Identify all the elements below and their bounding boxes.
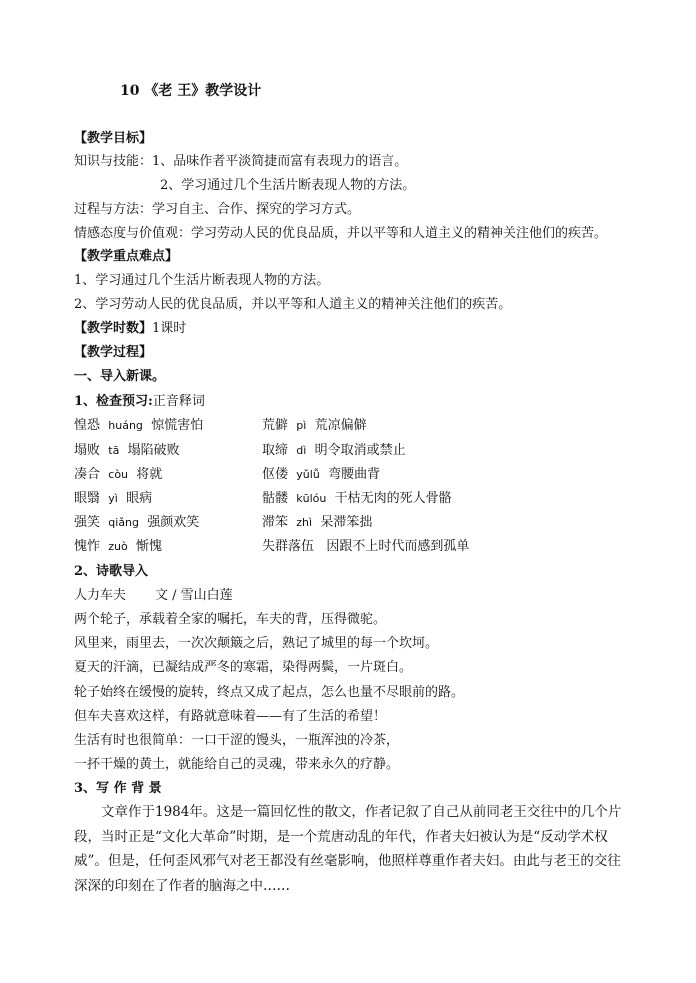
vocab-pinyin: yǔlǚ (296, 468, 320, 481)
vocab-word: 惶恐 (74, 418, 101, 433)
vocab-word: 强笑 (74, 515, 101, 530)
vocab-word: 眼翳 (74, 491, 101, 506)
section-one-heading: 一、导入新课。 (74, 369, 166, 384)
vocab-pinyin: tā (108, 444, 120, 457)
preview-check (74, 393, 205, 411)
lesson-time-heading: 【教学时数】 (74, 321, 153, 336)
lesson-time-value: 1课时 (152, 321, 187, 336)
poem-title: 人力车夫 (74, 588, 127, 603)
poem-line: 生活有时也很简单：一口干涩的馒头，一瓶浑浊的冷茶， (74, 733, 400, 748)
process-heading: 【教学过程】 (74, 345, 153, 360)
poem-line: 轮子始终在缓慢的旋转，终点又成了起点，怎么也量不尽眼前的路。 (74, 685, 465, 700)
vocab-word: 愧怍 (74, 539, 101, 554)
vocab-pinyin: kūlóu (296, 492, 327, 505)
vocab-meaning: 惭愧 (136, 539, 163, 554)
vocab-word: 骷髅 (262, 491, 289, 506)
vocab-word: 荒僻 (262, 418, 289, 433)
vocab-meaning: 强颜欢笑 (147, 515, 200, 530)
poem-line: 风里来，雨里去，一次次颠簸之后，熟记了城里的每一个坎坷。 (74, 636, 439, 651)
poem-line: 一抔干燥的黄土，就能给自己的灵魂，带来永久的疗静。 (74, 757, 400, 772)
poem-line: 但车夫喜欢这样，有路就意味着——有了生活的希望！ (74, 709, 387, 724)
goal-knowledge-2: 2、学习通过几个生活片断表现人物的方法。 (160, 178, 416, 193)
vocab-pinyin: zuò (108, 540, 128, 553)
lesson-time (74, 320, 186, 338)
poem-title-line (74, 587, 233, 605)
page-title: 10 《老 王》教学设计 (120, 83, 262, 99)
vocab-word: 取缔 (262, 443, 289, 458)
goals-heading: 【教学目标】 (74, 131, 153, 146)
vocab-pinyin: zhì (296, 516, 313, 529)
poem-line: 两个轮子，承载着全家的嘱托，车夫的背，压得微驼。 (74, 612, 387, 627)
vocab-word: 伛偻 (262, 467, 289, 482)
vocab-pinyin: qiǎng (108, 516, 140, 529)
vocab-meaning: 塌陷破败 (127, 443, 180, 458)
key-point-2: 2、学习劳动人民的优良品质，并以平等和人道主义的精神关注他们的疾苦。 (74, 297, 512, 312)
vocab-meaning: 明令取消或禁止 (314, 443, 406, 458)
vocab-meaning: 荒凉偏僻 (314, 418, 367, 433)
vocab-meaning: 呆滞笨拙 (320, 515, 373, 530)
vocab-meaning: 弯腰曲背 (328, 467, 381, 482)
background-paragraph: 文章作于1984年。这是一篇回忆性的散文，作者记叙了自己从前同老王交往中的几个片段，当时正是“文化大革命”时期，是一个荒唐动乱的年代，作者夫妇被认为是“反动学术权威”。但是，任何歪风邪气对老王都没有丝毫影响，他照样尊重作者夫妇。由此与老王的交往深深的印刻在了作者的脑海之中…… (74, 804, 622, 894)
vocab-word: 滞笨 (262, 515, 289, 530)
vocab-word: 凑合 (74, 467, 101, 482)
vocab-pinyin: huáng (108, 419, 143, 432)
goal-emotion: 情感态度与价值观：学习劳动人民的优良品质，并以平等和人道主义的精神关注他们的疾苦。 (74, 226, 608, 241)
poem-author: 文 / 雪山白莲 (154, 588, 233, 603)
background-heading: 3、写 作 背 景 (74, 781, 162, 796)
vocab-pinyin: còu (108, 468, 129, 481)
preview-label: 正音释词 (152, 394, 205, 409)
goal-process: 过程与方法：学习自主、合作、探究的学习方式。 (74, 202, 361, 217)
vocab-pinyin: yì (108, 492, 118, 505)
vocab-word: 失群落伍 (262, 539, 315, 554)
vocab-word: 塌败 (74, 443, 101, 458)
vocab-meaning: 干枯无肉的死人骨骼 (334, 491, 452, 506)
vocab-meaning: 惊慌害怕 (151, 418, 204, 433)
vocab-pinyin: dì (296, 444, 307, 457)
key-point-1: 1、学习通过几个生活片断表现人物的方法。 (74, 273, 330, 288)
vocab-meaning: 眼病 (126, 491, 153, 506)
poem-intro-heading: 2、诗歌导入 (74, 564, 149, 579)
goal-knowledge-1: 知识与技能：1、品味作者平淡简捷而富有表现力的语言。 (74, 154, 408, 169)
vocab-pinyin: pì (296, 419, 307, 432)
key-points-heading: 【教学重点难点】 (74, 249, 179, 264)
preview-heading: 1、检查预习: (74, 394, 153, 409)
vocab-meaning: 将就 (136, 467, 163, 482)
vocab-meaning: 因跟不上时代而感到孤单 (326, 539, 470, 554)
poem-line: 夏天的汗滴，已凝结成严冬的寒霜，染得两鬓，一片斑白。 (74, 660, 413, 675)
